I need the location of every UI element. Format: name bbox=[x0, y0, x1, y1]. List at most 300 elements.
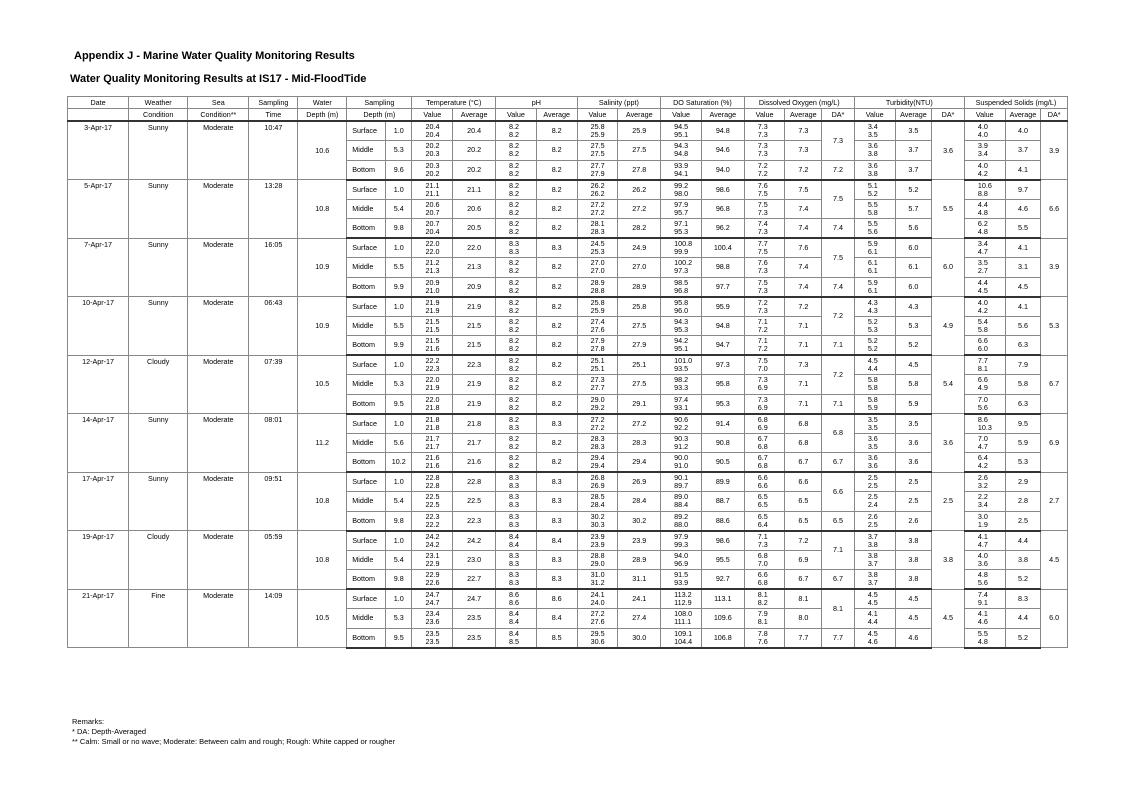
reading-value: 21.6 bbox=[425, 453, 440, 462]
do-saturation-average: 97.7 bbox=[701, 277, 744, 297]
water-depth-cell: 10.9 bbox=[298, 238, 347, 297]
reading-value: 7.0 bbox=[757, 364, 768, 373]
reading-value: 31.0 bbox=[590, 570, 605, 579]
reading-value: 7.5 bbox=[757, 188, 768, 198]
reading-value: 8.2 bbox=[509, 461, 520, 470]
header-sea-2: Condition** bbox=[188, 109, 249, 122]
reading-value: 4.5 bbox=[867, 628, 878, 638]
dissolved-oxygen-average: 7.1 bbox=[785, 394, 822, 414]
header-value: Value bbox=[744, 109, 785, 122]
dissolved-oxygen-values bbox=[744, 433, 785, 453]
reading-value: 3.5 bbox=[867, 414, 878, 424]
reading-value: 98.2 bbox=[674, 375, 689, 385]
reading-value: 8.1 bbox=[757, 590, 768, 599]
turbidity-values bbox=[854, 258, 895, 278]
reading-value: 7.3 bbox=[757, 285, 768, 295]
reading-value: 5.8 bbox=[867, 207, 878, 217]
reading-value: 8.2 bbox=[509, 383, 520, 393]
temperature-values bbox=[412, 238, 453, 258]
suspended-solids-da: 6.6 bbox=[1041, 180, 1068, 239]
reading-value: 27.0 bbox=[590, 266, 605, 276]
dissolved-oxygen-values bbox=[744, 511, 785, 531]
do-saturation-values bbox=[661, 121, 702, 141]
turbidity-values bbox=[854, 219, 895, 239]
water-quality-table-body bbox=[68, 121, 1068, 648]
suspended-solids-values bbox=[964, 180, 1005, 200]
ph-average: 8.2 bbox=[536, 375, 577, 395]
reading-value: 98.0 bbox=[674, 188, 689, 198]
water-depth-cell: 10.5 bbox=[298, 589, 347, 648]
do-saturation-average: 95.8 bbox=[701, 375, 744, 395]
reading-value: 30.2 bbox=[590, 511, 605, 521]
reading-value: 8.2 bbox=[509, 305, 520, 315]
reading-value: 6.8 bbox=[757, 414, 768, 424]
do-saturation-values bbox=[661, 199, 702, 219]
salinity-average: 23.9 bbox=[618, 531, 661, 551]
dissolved-oxygen-values bbox=[744, 394, 785, 414]
reading-value: 5.8 bbox=[867, 375, 878, 385]
do-saturation-average: 94.6 bbox=[701, 141, 744, 161]
reading-value: 8.3 bbox=[509, 511, 520, 521]
reading-value: 93.9 bbox=[674, 578, 689, 587]
reading-value: 8.2 bbox=[509, 344, 520, 353]
header-sampling-depth: Sampling bbox=[347, 97, 412, 109]
reading-value: 111.1 bbox=[674, 617, 692, 627]
temperature-average: 22.8 bbox=[453, 472, 496, 492]
reading-value: 27.3 bbox=[590, 375, 605, 385]
turbidity-average: 6.0 bbox=[895, 238, 932, 258]
dissolved-oxygen-average: 7.6 bbox=[785, 238, 822, 258]
reading-value: 28.3 bbox=[590, 441, 605, 451]
suspended-solids-values bbox=[964, 531, 1005, 551]
do-saturation-average: 98.8 bbox=[701, 258, 744, 278]
weather-cell: Sunny bbox=[129, 414, 188, 473]
reading-value: 6.7 bbox=[757, 433, 768, 443]
temperature-values bbox=[412, 570, 453, 590]
date-cell: 5-Apr-17 bbox=[68, 180, 129, 239]
sampling-depth-cell: 1.0 bbox=[385, 472, 412, 492]
suspended-solids-average: 4.4 bbox=[1005, 531, 1041, 551]
turbidity-average: 4.5 bbox=[895, 609, 932, 629]
reading-value: 21.5 bbox=[425, 316, 440, 326]
turbidity-values bbox=[854, 336, 895, 356]
do-saturation-values bbox=[661, 219, 702, 239]
reading-value: 6.4 bbox=[757, 519, 768, 529]
sampling-position-cell: Surface bbox=[347, 238, 386, 258]
reading-value: 97.4 bbox=[674, 394, 689, 404]
suspended-solids-average: 5.5 bbox=[1005, 219, 1041, 239]
reading-value: 21.2 bbox=[425, 258, 440, 268]
dissolved-oxygen-average: 7.4 bbox=[785, 199, 822, 219]
reading-value: 5.2 bbox=[867, 344, 878, 353]
temperature-average: 21.6 bbox=[453, 453, 496, 473]
temperature-values bbox=[412, 277, 453, 297]
reading-value: 112.9 bbox=[674, 598, 692, 607]
salinity-values bbox=[577, 199, 618, 219]
temperature-average: 20.2 bbox=[453, 160, 496, 180]
dissolved-oxygen-da: 7.2 bbox=[822, 297, 855, 336]
reading-value: 25.3 bbox=[590, 247, 605, 256]
temperature-average: 22.7 bbox=[453, 570, 496, 590]
ph-average: 8.2 bbox=[536, 180, 577, 200]
suspended-solids-average: 5.2 bbox=[1005, 570, 1041, 590]
suspended-solids-average: 6.3 bbox=[1005, 336, 1041, 356]
dissolved-oxygen-da-bottom: 7.1 bbox=[822, 336, 855, 356]
dissolved-oxygen-average: 6.5 bbox=[785, 492, 822, 512]
reading-value: 2.2 bbox=[977, 492, 988, 502]
reading-value: 8.2 bbox=[509, 188, 520, 198]
dissolved-oxygen-average: 7.5 bbox=[785, 180, 822, 200]
suspended-solids-values bbox=[964, 453, 1005, 473]
ph-average: 8.5 bbox=[536, 628, 577, 648]
dissolved-oxygen-values bbox=[744, 141, 785, 161]
reading-value: 3.6 bbox=[867, 461, 878, 470]
reading-value: 6.9 bbox=[757, 383, 768, 393]
turbidity-values bbox=[854, 238, 895, 258]
suspended-solids-values bbox=[964, 570, 1005, 590]
salinity-average: 28.9 bbox=[618, 277, 661, 297]
salinity-values bbox=[577, 589, 618, 609]
temperature-average: 22.0 bbox=[453, 238, 496, 258]
ph-average: 8.2 bbox=[536, 199, 577, 219]
reading-value: 25.8 bbox=[590, 297, 605, 307]
ph-values bbox=[496, 277, 537, 297]
reading-value: 27.2 bbox=[590, 199, 605, 209]
reading-value: 3.6 bbox=[867, 453, 878, 462]
reading-value: 6.8 bbox=[757, 441, 768, 451]
dissolved-oxygen-values bbox=[744, 219, 785, 239]
dissolved-oxygen-values bbox=[744, 589, 785, 609]
sampling-position-cell: Middle bbox=[347, 433, 386, 453]
temperature-values bbox=[412, 375, 453, 395]
reading-value: 96.8 bbox=[674, 285, 689, 295]
reading-value: 113.2 bbox=[674, 590, 692, 599]
reading-value: 4.2 bbox=[977, 305, 988, 315]
do-saturation-values bbox=[661, 316, 702, 336]
reading-value: 22.2 bbox=[425, 519, 440, 529]
reading-value: 96.0 bbox=[674, 305, 689, 315]
temperature-average: 22.5 bbox=[453, 492, 496, 512]
reading-value: 8.4 bbox=[509, 609, 520, 619]
reading-value: 8.2 bbox=[509, 277, 520, 287]
suspended-solids-average: 8.3 bbox=[1005, 589, 1041, 609]
dissolved-oxygen-values bbox=[744, 355, 785, 375]
reading-value: 7.5 bbox=[757, 199, 768, 209]
reading-value: 22.8 bbox=[425, 481, 440, 490]
ph-average: 8.2 bbox=[536, 121, 577, 141]
reading-value: 7.3 bbox=[757, 266, 768, 276]
header-date: Date bbox=[68, 97, 129, 109]
suspended-solids-average: 4.1 bbox=[1005, 238, 1041, 258]
reading-value: 6.5 bbox=[757, 511, 768, 521]
suspended-solids-da: 6.9 bbox=[1041, 414, 1068, 473]
turbidity-da: 5.4 bbox=[932, 355, 965, 414]
reading-value: 4.0 bbox=[977, 297, 988, 307]
header-average: Average bbox=[618, 109, 661, 122]
reading-value: 8.3 bbox=[509, 473, 520, 482]
dissolved-oxygen-da-bottom: 7.7 bbox=[822, 628, 855, 648]
turbidity-da: 4.9 bbox=[932, 297, 965, 356]
table-row bbox=[68, 531, 1068, 551]
dissolved-oxygen-average: 6.8 bbox=[785, 414, 822, 434]
sampling-time-cell: 06:43 bbox=[249, 297, 298, 356]
sampling-position-cell: Surface bbox=[347, 297, 386, 317]
reading-value: 3.5 bbox=[867, 422, 878, 432]
reading-value: 4.5 bbox=[867, 590, 878, 599]
turbidity-average: 3.5 bbox=[895, 414, 932, 434]
reading-value: 27.4 bbox=[590, 316, 605, 326]
reading-value: 22.3 bbox=[425, 364, 440, 373]
reading-value: 8.2 bbox=[509, 433, 520, 443]
ph-values bbox=[496, 628, 537, 648]
reading-value: 27.8 bbox=[590, 344, 605, 353]
reading-value: 2.5 bbox=[867, 473, 878, 482]
page-subtitle: Water Quality Monitoring Results at IS17 - Mid-FloodTide bbox=[70, 73, 367, 85]
turbidity-values bbox=[854, 121, 895, 141]
reading-value: 8.3 bbox=[509, 550, 520, 560]
ph-values bbox=[496, 531, 537, 551]
salinity-average: 31.1 bbox=[618, 570, 661, 590]
ph-values bbox=[496, 219, 537, 239]
ph-average: 8.2 bbox=[536, 433, 577, 453]
reading-value: 100.8 bbox=[674, 239, 693, 248]
salinity-average: 25.1 bbox=[618, 355, 661, 375]
dissolved-oxygen-average: 7.1 bbox=[785, 316, 822, 336]
reading-value: 8.4 bbox=[509, 531, 520, 541]
temperature-values bbox=[412, 258, 453, 278]
reading-value: 8.1 bbox=[977, 364, 988, 373]
header-ph: pH bbox=[496, 97, 578, 109]
reading-value: 25.9 bbox=[590, 305, 605, 315]
ph-values bbox=[496, 550, 537, 570]
do-saturation-values bbox=[661, 550, 702, 570]
sampling-depth-cell: 5.3 bbox=[385, 609, 412, 629]
dissolved-oxygen-values bbox=[744, 570, 785, 590]
reading-value: 8.2 bbox=[509, 130, 520, 139]
ph-values bbox=[496, 199, 537, 219]
ph-values bbox=[496, 258, 537, 278]
temperature-values bbox=[412, 199, 453, 219]
ph-average: 8.6 bbox=[536, 589, 577, 609]
temperature-values bbox=[412, 628, 453, 648]
water-quality-table bbox=[67, 96, 1068, 649]
reading-value: 91.5 bbox=[674, 570, 689, 579]
temperature-average: 22.3 bbox=[453, 355, 496, 375]
suspended-solids-da: 2.7 bbox=[1041, 472, 1068, 531]
dissolved-oxygen-da: 7.5 bbox=[822, 238, 855, 277]
reading-value: 23.4 bbox=[425, 609, 440, 619]
reading-value: 4.0 bbox=[977, 160, 988, 170]
reading-value: 3.4 bbox=[977, 500, 988, 510]
dissolved-oxygen-average: 7.3 bbox=[785, 121, 822, 141]
header-sea: Sea bbox=[188, 97, 249, 109]
ph-average: 8.3 bbox=[536, 492, 577, 512]
reading-value: 8.5 bbox=[509, 636, 520, 646]
dissolved-oxygen-da-bottom: 7.4 bbox=[822, 219, 855, 239]
reading-value: 95.1 bbox=[674, 130, 689, 139]
ph-average: 8.3 bbox=[536, 570, 577, 590]
reading-value: 108.0 bbox=[674, 609, 693, 619]
salinity-values bbox=[577, 453, 618, 473]
reading-value: 27.2 bbox=[590, 207, 605, 217]
reading-value: 7.0 bbox=[977, 433, 988, 443]
ph-average: 8.2 bbox=[536, 355, 577, 375]
reading-value: 21.8 bbox=[425, 402, 440, 412]
sea-condition-cell: Moderate bbox=[188, 355, 249, 414]
reading-value: 95.3 bbox=[674, 324, 689, 334]
reading-value: 94.2 bbox=[674, 336, 689, 345]
reading-value: 7.3 bbox=[757, 130, 768, 139]
water-depth-cell: 10.8 bbox=[298, 180, 347, 239]
temperature-average: 21.7 bbox=[453, 433, 496, 453]
reading-value: 2.4 bbox=[867, 500, 878, 510]
dissolved-oxygen-average: 7.2 bbox=[785, 297, 822, 317]
header-average: Average bbox=[785, 109, 822, 122]
reading-value: 3.8 bbox=[867, 539, 878, 549]
header-da: DA* bbox=[822, 109, 855, 122]
water-depth-cell: 10.5 bbox=[298, 355, 347, 414]
reading-value: 8.3 bbox=[509, 247, 520, 256]
reading-value: 90.1 bbox=[674, 473, 689, 482]
dissolved-oxygen-values bbox=[744, 238, 785, 258]
turbidity-average: 3.6 bbox=[895, 433, 932, 453]
reading-value: 20.4 bbox=[425, 130, 440, 139]
reading-value: 90.6 bbox=[674, 414, 689, 424]
table-row bbox=[68, 414, 1068, 434]
reading-value: 7.3 bbox=[757, 227, 768, 236]
turbidity-average: 3.8 bbox=[895, 531, 932, 551]
reading-value: 10.6 bbox=[977, 180, 992, 190]
reading-value: 31.2 bbox=[590, 578, 605, 587]
page-title: Appendix J - Marine Water Quality Monitoring Results bbox=[74, 50, 355, 62]
reading-value: 90.0 bbox=[674, 453, 689, 462]
reading-value: 3.7 bbox=[867, 558, 878, 568]
header-sampling-time-2: Time bbox=[249, 109, 298, 122]
do-saturation-average: 96.2 bbox=[701, 219, 744, 239]
temperature-values bbox=[412, 531, 453, 551]
salinity-average: 28.4 bbox=[618, 492, 661, 512]
reading-value: 20.2 bbox=[425, 168, 440, 178]
salinity-average: 29.1 bbox=[618, 394, 661, 414]
date-cell: 14-Apr-17 bbox=[68, 414, 129, 473]
reading-value: 8.2 bbox=[509, 394, 520, 404]
ph-values bbox=[496, 355, 537, 375]
turbidity-average: 3.7 bbox=[895, 141, 932, 161]
dissolved-oxygen-average: 8.1 bbox=[785, 589, 822, 609]
do-saturation-average: 95.3 bbox=[701, 394, 744, 414]
weather-cell: Sunny bbox=[129, 121, 188, 180]
dissolved-oxygen-values bbox=[744, 414, 785, 434]
sampling-time-cell: 13:28 bbox=[249, 180, 298, 239]
reading-value: 99.3 bbox=[674, 539, 689, 549]
reading-value: 4.6 bbox=[867, 636, 878, 646]
reading-value: 3.0 bbox=[977, 511, 988, 521]
suspended-solids-average: 3.1 bbox=[1005, 258, 1041, 278]
reading-value: 8.6 bbox=[509, 598, 520, 607]
reading-value: 2.7 bbox=[977, 266, 988, 276]
reading-value: 5.5 bbox=[867, 219, 878, 228]
water-depth-cell: 11.2 bbox=[298, 414, 347, 473]
reading-value: 20.4 bbox=[425, 122, 440, 131]
suspended-solids-da: 6.7 bbox=[1041, 355, 1068, 414]
reading-value: 8.2 bbox=[509, 266, 520, 276]
reading-value: 3.8 bbox=[867, 149, 878, 159]
sampling-depth-cell: 9.6 bbox=[385, 160, 412, 180]
sampling-position-cell: Bottom bbox=[347, 511, 386, 531]
dissolved-oxygen-da: 7.1 bbox=[822, 531, 855, 570]
sampling-position-cell: Surface bbox=[347, 355, 386, 375]
sampling-position-cell: Surface bbox=[347, 121, 386, 141]
date-cell: 21-Apr-17 bbox=[68, 589, 129, 648]
sampling-depth-cell: 9.9 bbox=[385, 277, 412, 297]
salinity-average: 27.9 bbox=[618, 336, 661, 356]
sampling-position-cell: Middle bbox=[347, 375, 386, 395]
reading-value: 8.2 bbox=[509, 441, 520, 451]
reading-value: 27.0 bbox=[590, 258, 605, 268]
turbidity-values bbox=[854, 492, 895, 512]
reading-value: 6.6 bbox=[977, 336, 988, 345]
reading-value: 23.1 bbox=[425, 550, 440, 560]
suspended-solids-da: 4.5 bbox=[1041, 531, 1068, 590]
suspended-solids-values bbox=[964, 394, 1005, 414]
reading-value: 22.8 bbox=[425, 473, 440, 482]
reading-value: 24.0 bbox=[590, 598, 605, 607]
sampling-depth-cell: 9.5 bbox=[385, 394, 412, 414]
reading-value: 5.2 bbox=[867, 336, 878, 345]
reading-value: 109.1 bbox=[674, 628, 693, 638]
reading-value: 8.2 bbox=[509, 141, 520, 151]
reading-value: 6.6 bbox=[757, 473, 768, 482]
reading-value: 28.8 bbox=[590, 550, 605, 560]
sampling-position-cell: Middle bbox=[347, 199, 386, 219]
remarks-line: * DA: Depth-Averaged bbox=[72, 727, 147, 736]
reading-value: 23.6 bbox=[425, 617, 440, 627]
reading-value: 29.4 bbox=[590, 453, 605, 462]
reading-value: 22.6 bbox=[425, 578, 440, 587]
salinity-values bbox=[577, 121, 618, 141]
temperature-average: 21.9 bbox=[453, 394, 496, 414]
turbidity-average: 5.3 bbox=[895, 316, 932, 336]
dissolved-oxygen-average: 6.9 bbox=[785, 550, 822, 570]
reading-value: 8.2 bbox=[509, 285, 520, 295]
reading-value: 8.3 bbox=[509, 239, 520, 248]
sampling-position-cell: Middle bbox=[347, 316, 386, 336]
reading-value: 7.5 bbox=[757, 356, 768, 365]
dissolved-oxygen-da-bottom: 6.5 bbox=[822, 511, 855, 531]
salinity-average: 30.0 bbox=[618, 628, 661, 648]
reading-value: 97.1 bbox=[674, 219, 689, 228]
reading-value: 5.9 bbox=[867, 277, 878, 287]
reading-value: 8.2 bbox=[509, 207, 520, 217]
suspended-solids-average: 9.7 bbox=[1005, 180, 1041, 200]
reading-value: 24.1 bbox=[590, 590, 605, 599]
turbidity-values bbox=[854, 297, 895, 317]
header-water-depth: Water bbox=[298, 97, 347, 109]
reading-value: 95.8 bbox=[674, 297, 689, 307]
turbidity-values bbox=[854, 570, 895, 590]
sampling-depth-cell: 5.4 bbox=[385, 199, 412, 219]
reading-value: 6.6 bbox=[757, 570, 768, 579]
turbidity-da: 5.5 bbox=[932, 180, 965, 239]
do-saturation-values bbox=[661, 453, 702, 473]
reading-value: 8.2 bbox=[509, 180, 520, 190]
do-saturation-average: 100.4 bbox=[701, 238, 744, 258]
temperature-values bbox=[412, 316, 453, 336]
ph-values bbox=[496, 316, 537, 336]
reading-value: 5.2 bbox=[867, 316, 878, 326]
sea-condition-cell: Moderate bbox=[188, 180, 249, 239]
reading-value: 27.2 bbox=[590, 609, 605, 619]
